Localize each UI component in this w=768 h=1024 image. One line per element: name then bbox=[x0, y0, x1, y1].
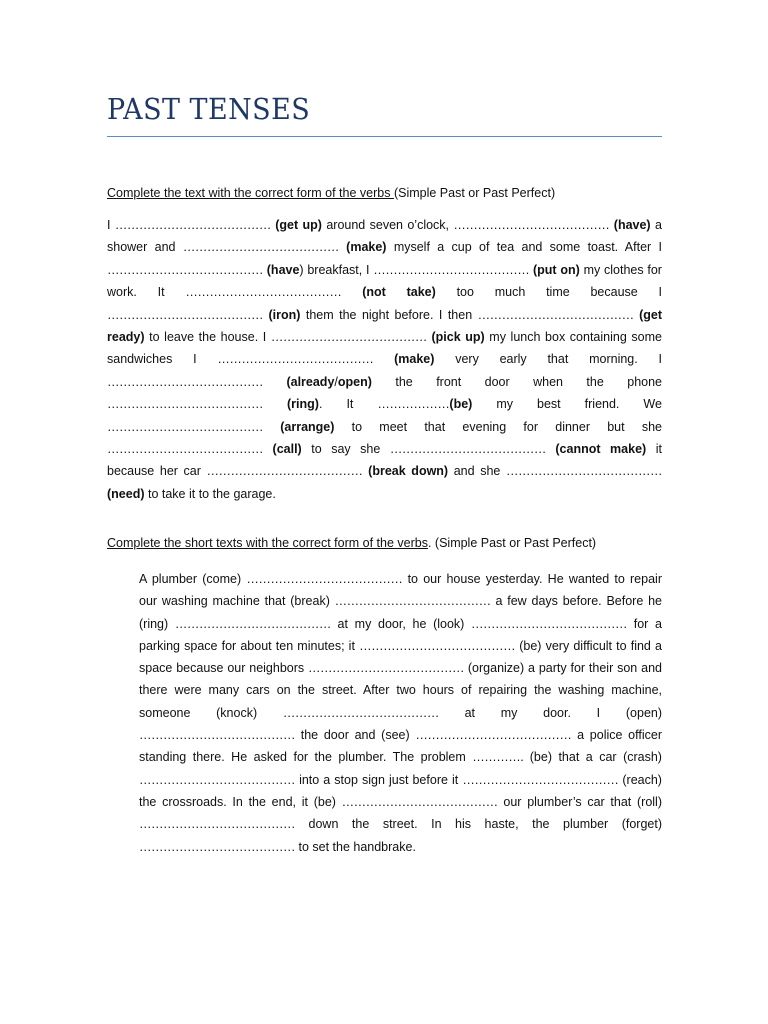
exercise1-instruction-rest: (Simple Past or Past Perfect) bbox=[393, 186, 556, 200]
page-title: PAST TENSES bbox=[107, 92, 311, 126]
exercise2-text bbox=[139, 568, 662, 858]
verb-cue: (make) bbox=[346, 240, 387, 255]
answer-blank[interactable]: ………………………………… bbox=[139, 839, 295, 854]
text-segment: to say she bbox=[311, 442, 381, 457]
answer-blank[interactable]: ………………………………… bbox=[505, 464, 662, 479]
text-segment: to our house yesterday. He wanted to repair our washing machine that (break) bbox=[139, 572, 662, 609]
text-segment: to leave the house. I bbox=[149, 330, 267, 345]
verb-cue: (make) bbox=[394, 352, 435, 367]
answer-blank[interactable]: ………………………………… bbox=[415, 728, 572, 743]
text-segment: / bbox=[334, 374, 338, 389]
verb-cue: (get up) bbox=[275, 218, 322, 232]
text-segment: my lunch box containing some sandwiches I bbox=[107, 330, 662, 367]
answer-blank[interactable]: ………………………………… bbox=[308, 661, 465, 676]
answer-blank[interactable]: ………………………………… bbox=[107, 307, 263, 322]
answer-blank[interactable]: ………………………………… bbox=[139, 817, 295, 832]
title-divider bbox=[107, 136, 662, 137]
verb-cue: (call) bbox=[272, 442, 302, 457]
answer-blank[interactable]: ………………………………… bbox=[334, 594, 491, 609]
text-segment: for a parking space for about ten minutes; it bbox=[139, 616, 662, 653]
answer-blank[interactable]: ………………………………… bbox=[107, 262, 263, 277]
verb-cue: (not take) bbox=[362, 285, 436, 300]
exercise1-text bbox=[107, 214, 662, 505]
answer-blank[interactable]: ………………………………… bbox=[107, 374, 263, 389]
text-segment: (organize) a party for their son and there were many cars on the street. After two hours of repairing the washing machine, someone (knock) bbox=[139, 661, 662, 720]
answer-blank[interactable]: ………………………………… bbox=[114, 218, 271, 232]
text-segment: my clothes for work. It bbox=[107, 262, 662, 300]
text-segment: into a stop sign just before it bbox=[299, 772, 459, 787]
exercise1-instruction bbox=[107, 186, 555, 200]
answer-blank[interactable]: ………………………………… bbox=[270, 330, 427, 345]
text-segment: (reach) the crossroads. In the end, it (be) bbox=[139, 772, 662, 809]
verb-cue: (already bbox=[286, 374, 335, 389]
text-segment: to set the handbrake. bbox=[298, 839, 416, 854]
text-segment: to meet that evening for dinner but she bbox=[351, 419, 662, 434]
verb-cue: (have bbox=[266, 262, 300, 277]
answer-blank[interactable]: ………………………………… bbox=[462, 772, 619, 787]
verb-cue: (get ready) bbox=[107, 307, 663, 345]
answer-blank[interactable]: ………………………………… bbox=[107, 442, 263, 457]
verb-cue: (iron) bbox=[268, 307, 301, 322]
text-segment: a shower and bbox=[107, 218, 662, 255]
answer-blank[interactable]: ………………………………… bbox=[341, 794, 498, 809]
exercise2-instruction bbox=[107, 536, 596, 550]
verb-cue: (pick up) bbox=[431, 330, 485, 345]
text-segment: (be) very difficult to find a space because our neighbors bbox=[139, 638, 662, 676]
exercise1-instruction-underlined: Complete the text with the correct form of the verbs bbox=[107, 186, 394, 200]
answer-blank[interactable]: ………………………………… bbox=[174, 616, 331, 631]
exercise2-instruction-rest: . (Simple Past or Past Perfect) bbox=[427, 536, 597, 550]
verb-cue: (arrange) bbox=[280, 419, 335, 434]
answer-blank[interactable]: ………………………………… bbox=[282, 705, 439, 720]
answer-blank[interactable]: ………………………………… bbox=[389, 442, 546, 457]
verb-cue: open) bbox=[337, 374, 372, 389]
verb-cue: (break down) bbox=[368, 464, 449, 479]
text-segment: A plumber (come) bbox=[139, 572, 242, 586]
answer-blank[interactable]: ………………………………… bbox=[359, 638, 516, 653]
answer-blank[interactable]: ………………………………… bbox=[139, 728, 295, 743]
answer-blank[interactable]: ………………………………… bbox=[107, 419, 263, 434]
answer-blank[interactable]: ………………………………… bbox=[471, 616, 628, 631]
answer-blank[interactable]: ………………………………… bbox=[206, 464, 363, 479]
text-segment: to take it to the garage. bbox=[147, 486, 276, 501]
verb-cue: (be) bbox=[449, 397, 473, 412]
answer-blank[interactable]: ………………………………… bbox=[373, 262, 530, 277]
text-segment: at my door, he (look) bbox=[337, 616, 465, 631]
verb-cue: (put on) bbox=[533, 262, 580, 277]
text-segment: our plumber’s car that (roll) bbox=[503, 794, 662, 809]
text-segment: at my door. I (open) bbox=[464, 705, 663, 720]
answer-blank[interactable]: ………………………………… bbox=[453, 218, 610, 232]
answer-blank[interactable]: ………………………………… bbox=[217, 352, 374, 367]
answer-blank[interactable]: ……………… bbox=[377, 397, 450, 412]
verb-cue: (have) bbox=[613, 218, 651, 232]
verb-cue: (cannot make) bbox=[555, 442, 647, 457]
text-segment: . It bbox=[318, 397, 354, 412]
text-segment: (be) that a car (crash) bbox=[529, 750, 662, 765]
text-segment: and she bbox=[453, 464, 501, 479]
answer-blank[interactable]: ………………………………… bbox=[139, 772, 295, 787]
text-segment: too much time because I bbox=[456, 285, 662, 300]
text-segment: around seven o’clock, bbox=[326, 218, 450, 232]
exercise2-instruction-underlined: Complete the short texts with the correct form of the verbs bbox=[107, 536, 428, 550]
text-segment: the door and (see) bbox=[300, 728, 410, 743]
answer-blank[interactable]: ………………………………… bbox=[182, 240, 339, 255]
answer-blank[interactable]: …………. bbox=[472, 750, 524, 765]
text-segment: down the street. In his haste, the plumber (forget) bbox=[308, 817, 662, 832]
text-segment: my best friend. We bbox=[496, 397, 662, 412]
verb-cue: (ring) bbox=[287, 397, 319, 412]
text-segment: myself a cup of tea and some toast. After I bbox=[393, 240, 662, 255]
text-segment: it because her car bbox=[107, 442, 662, 479]
text-segment: them the night before. I then bbox=[305, 307, 473, 322]
text-segment: ) breakfast, I bbox=[299, 262, 370, 277]
text-segment: a police officer standing there. He asked for the plumber. The problem bbox=[139, 728, 662, 765]
answer-blank[interactable]: ………………………………… bbox=[185, 285, 342, 300]
verb-cue: (need) bbox=[107, 486, 145, 501]
text-segment: a few days before. Before he (ring) bbox=[139, 594, 662, 631]
answer-blank[interactable]: ………………………………… bbox=[246, 572, 403, 586]
answer-blank[interactable]: ………………………………… bbox=[477, 307, 634, 322]
text-segment: the front door when the phone bbox=[395, 374, 662, 389]
answer-blank[interactable]: ………………………………… bbox=[107, 397, 263, 412]
text-segment: I bbox=[107, 218, 111, 232]
text-segment: very early that morning. I bbox=[455, 352, 662, 367]
